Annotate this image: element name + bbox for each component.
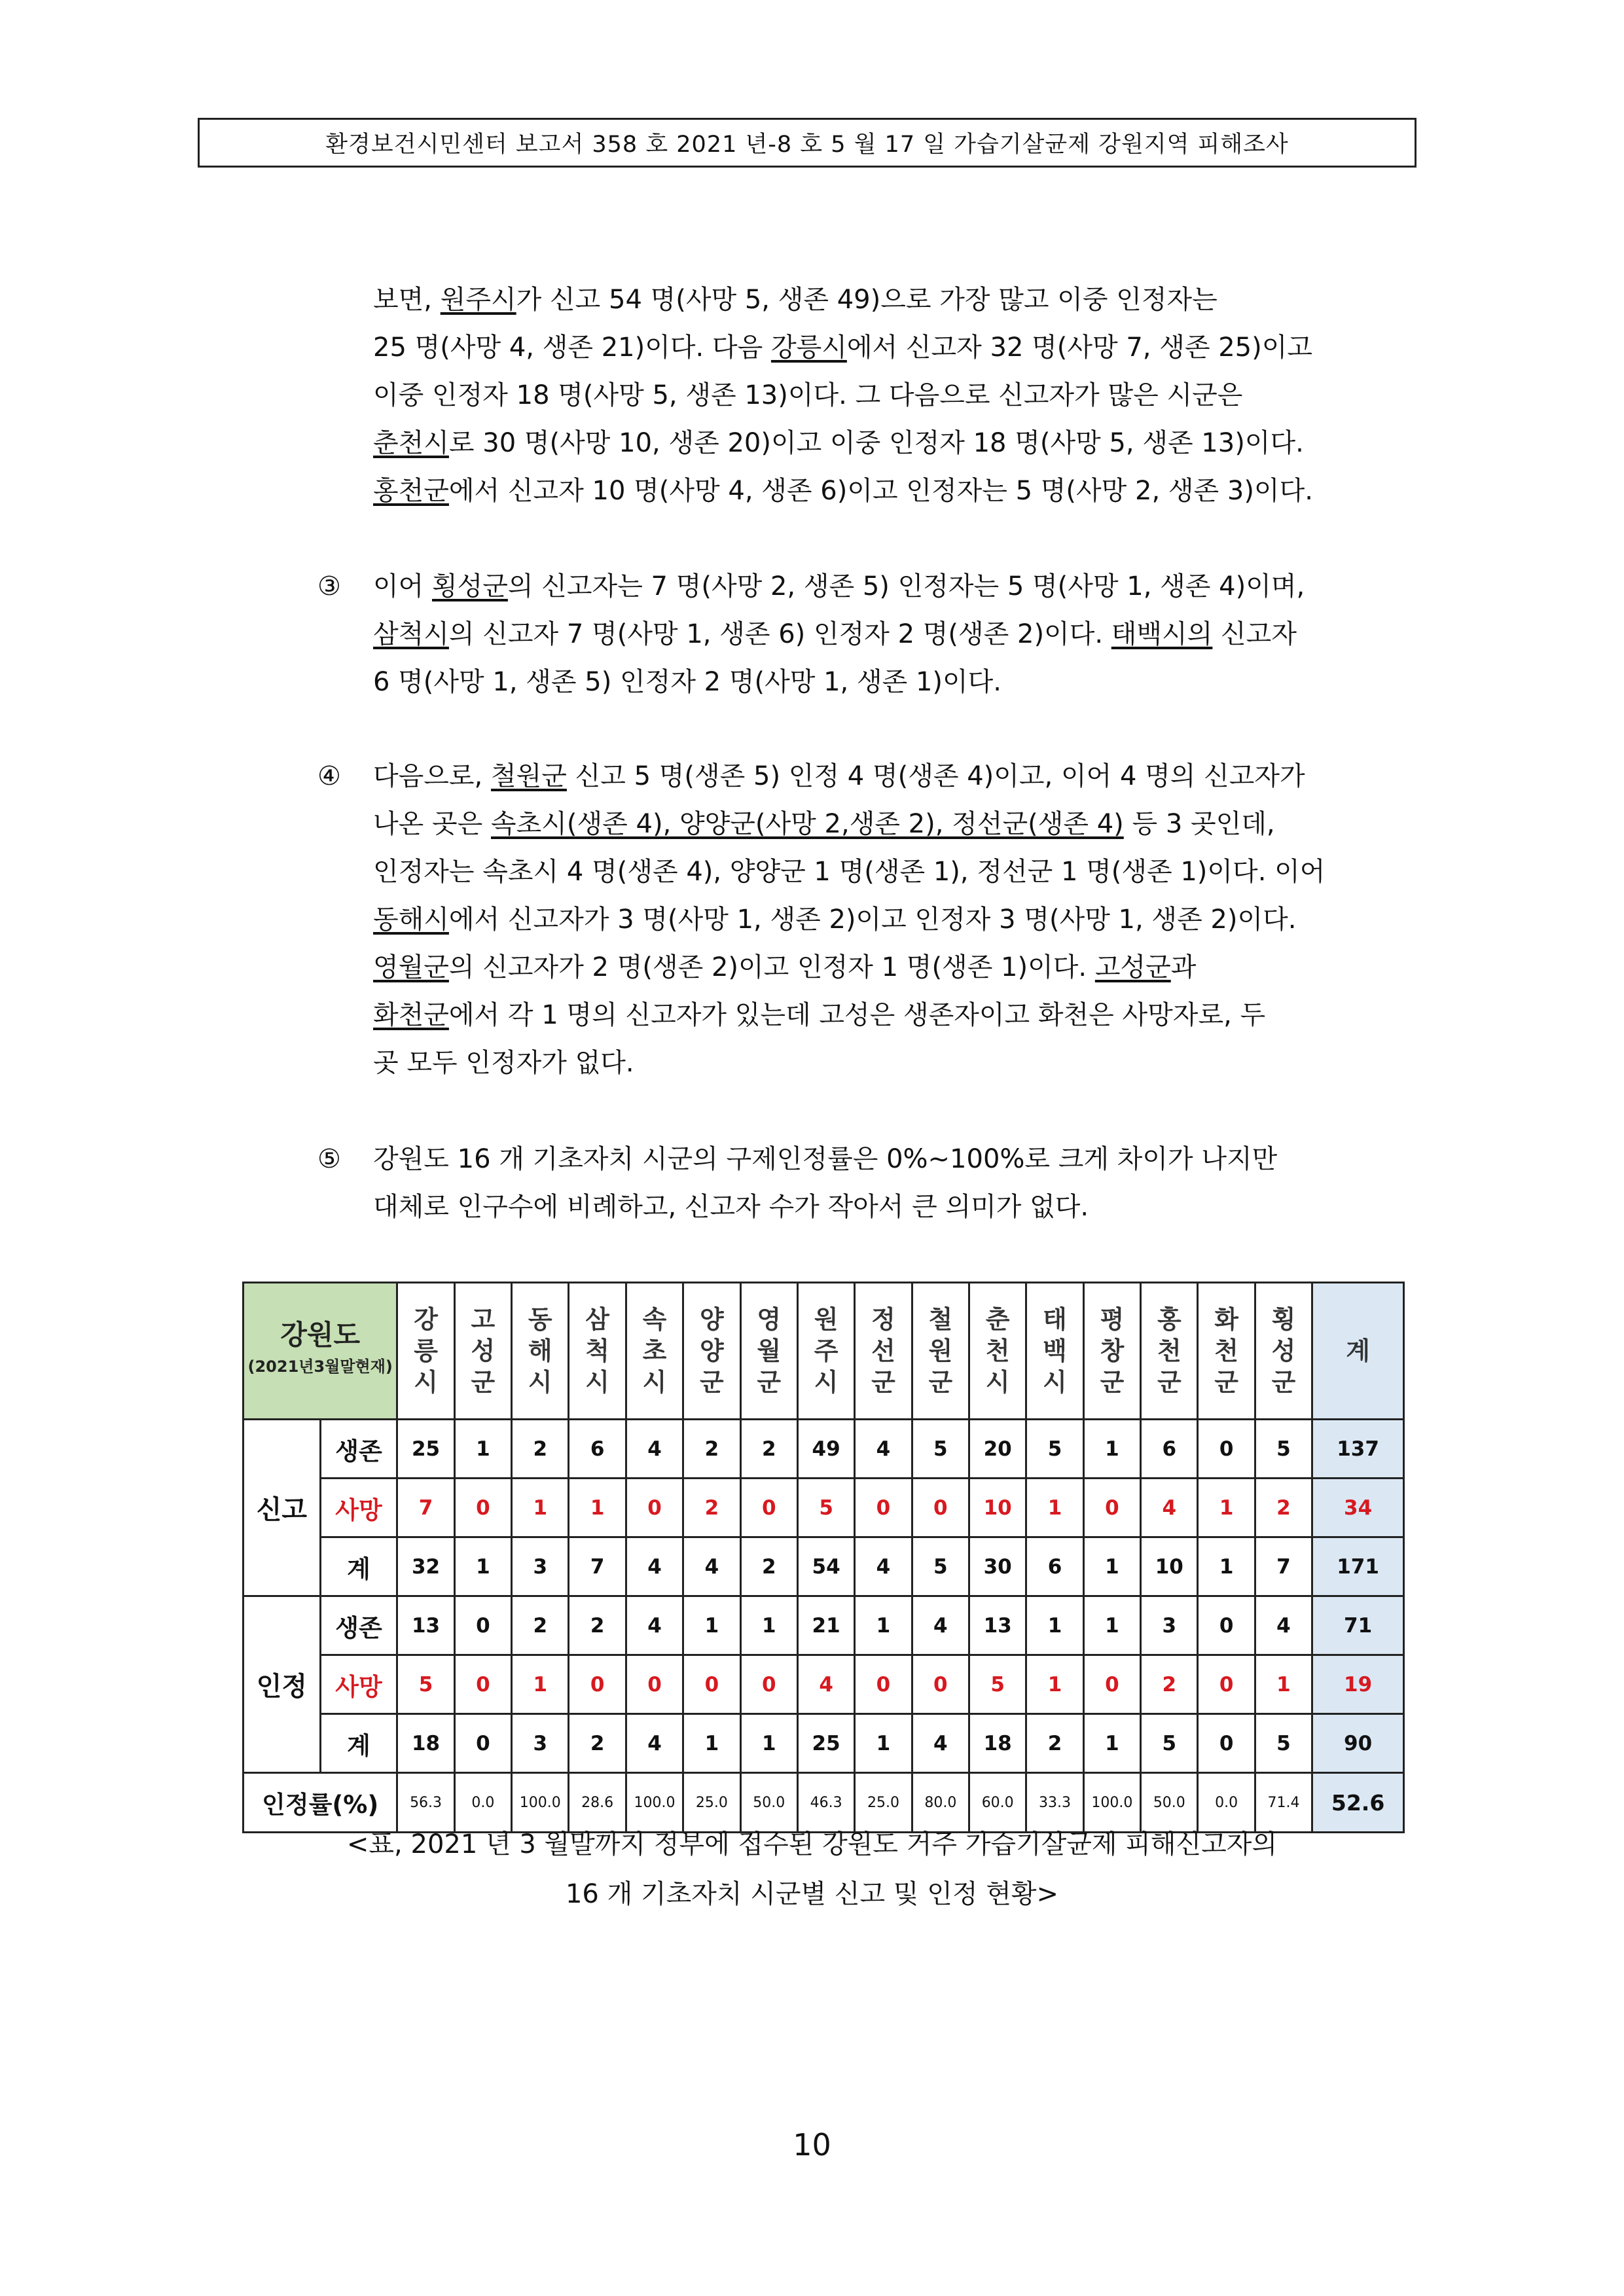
row-label-dead: 사망: [320, 1479, 397, 1537]
table-cell: 56.3: [397, 1773, 454, 1833]
table-cell: 21: [797, 1596, 854, 1655]
table-cell: 6: [569, 1420, 626, 1479]
column-header-text: 철 원 군: [928, 1305, 953, 1397]
column-header-text: 화 천 군: [1214, 1305, 1238, 1397]
text-line: 삼척시의 신고자 7 명(사망 1, 생존 6) 인정자 2 명(생존 2)이다. 태백시의 신고자: [373, 619, 1297, 649]
table-cell: 100.0: [512, 1773, 569, 1833]
underlined-place: 횡성군: [432, 571, 508, 601]
underlined-place: 철원군: [491, 761, 567, 791]
underlined-place: 태백시의: [1111, 619, 1213, 649]
table-cell: 4: [626, 1596, 683, 1655]
column-header-text: 강 릉 시: [414, 1305, 438, 1397]
table-cell: 0: [683, 1655, 740, 1714]
paragraph-number: ③: [317, 571, 341, 601]
column-header-text: 영 월 군: [757, 1305, 782, 1397]
table-corner-cell: [244, 1283, 397, 1420]
table-cell: 0: [855, 1655, 912, 1714]
table-cell: 7: [569, 1537, 626, 1596]
column-header: [683, 1283, 740, 1420]
column-header: [969, 1283, 1026, 1420]
table-row: [244, 1537, 1404, 1596]
table-caption-line-2: 16 개 기초자치 시군별 신고 및 인정 현황>: [565, 1879, 1059, 1909]
table-cell: 0: [1083, 1479, 1140, 1537]
table-cell: 1: [1026, 1479, 1083, 1537]
column-header: [569, 1283, 626, 1420]
table-cell: 0: [454, 1655, 511, 1714]
column-header-text: 평 창 군: [1100, 1305, 1125, 1397]
table-cell: 13: [969, 1596, 1026, 1655]
table-cell: 1: [1083, 1420, 1140, 1479]
table-cell: 0: [855, 1479, 912, 1537]
table-cell: 71.4: [1255, 1773, 1312, 1833]
table-cell: 33.3: [1026, 1773, 1083, 1833]
table-cell: 25.0: [683, 1773, 740, 1833]
table-cell: 19: [1312, 1655, 1404, 1714]
row-label-sum: 계: [320, 1537, 397, 1596]
table-cell: 6: [1026, 1537, 1083, 1596]
table-cell: 1: [683, 1596, 740, 1655]
table-row: [244, 1655, 1404, 1714]
row-label-rate: 인정률(%): [244, 1773, 397, 1833]
text-line: 홍천군에서 신고자 10 명(사망 4, 생존 6)이고 인정자는 5 명(사망 2, 생존 3)이다.: [373, 476, 1313, 506]
text-line: 대체로 인구수에 비례하고, 신고자 수가 작아서 큰 의미가 없다.: [373, 1192, 1089, 1222]
column-header: [512, 1283, 569, 1420]
table-cell: 137: [1312, 1420, 1404, 1479]
underlined-place: 춘천시: [373, 428, 449, 458]
table-cell: 34: [1312, 1479, 1404, 1537]
row-label-alive: 생존: [320, 1420, 397, 1479]
paragraph-number: ⑤: [317, 1144, 341, 1174]
table-cell: 2: [1026, 1714, 1083, 1773]
table-cell: 1: [454, 1420, 511, 1479]
table-cell: 3: [512, 1714, 569, 1773]
table-cell: 1: [1026, 1655, 1083, 1714]
table-cell: 25.0: [855, 1773, 912, 1833]
table-cell: 2: [683, 1479, 740, 1537]
group-label-recognized: 인정: [244, 1596, 321, 1773]
table-cell: 90: [1312, 1714, 1404, 1773]
table-row: [244, 1714, 1404, 1773]
table-cell: 1: [740, 1714, 797, 1773]
table-cell: 0: [1083, 1655, 1140, 1714]
table-cell: 0: [454, 1479, 511, 1537]
table-cell: 4: [797, 1655, 854, 1714]
table-cell: 25: [797, 1714, 854, 1773]
text-line: 25 명(사망 4, 생존 21)이다. 다음 강릉시에서 신고자 32 명(사망 7, 생존 25)이고: [373, 332, 1312, 363]
column-header-text: 동 해 시: [528, 1305, 552, 1397]
table-cell: 2: [569, 1714, 626, 1773]
table-cell: 0.0: [1198, 1773, 1255, 1833]
underlined-place: 고성군: [1094, 952, 1171, 982]
table-cell: 1: [1083, 1537, 1140, 1596]
table-cell: 0: [1198, 1655, 1255, 1714]
table-cell: 7: [397, 1479, 454, 1537]
table-cell: 4: [855, 1537, 912, 1596]
table-cell: 7: [1255, 1537, 1312, 1596]
table-caption-line-1: <표, 2021 년 3 월말까지 정부에 접수된 강원도 거주 가습기살균제 피해신고자의: [346, 1829, 1278, 1859]
table-cell: 3: [512, 1537, 569, 1596]
text-line: 이중 인정자 18 명(사망 5, 생존 13)이다. 그 다음으로 신고자가 많은 시군은: [373, 380, 1243, 410]
table-cell: 1: [1198, 1479, 1255, 1537]
column-header: [397, 1283, 454, 1420]
paragraph-5: [373, 1136, 1394, 1231]
table-cell: 0: [626, 1655, 683, 1714]
table-cell: 13: [397, 1596, 454, 1655]
table-row: [244, 1420, 1404, 1479]
column-header-text: 태 백 시: [1043, 1305, 1067, 1397]
text-line: 곳 모두 인정자가 없다.: [373, 1048, 634, 1078]
underlined-place: 강릉시: [770, 332, 847, 363]
text-line: 화천군에서 각 1 명의 신고자가 있는데 고성은 생존자이고 화천은 사망자로, 두: [373, 1000, 1266, 1030]
column-header: [912, 1283, 969, 1420]
table-cell: 60.0: [969, 1773, 1026, 1833]
table-cell: 0: [740, 1655, 797, 1714]
underlined-place: 화천군: [373, 1000, 449, 1030]
column-header: [740, 1283, 797, 1420]
underlined-place: 원주시: [440, 285, 516, 315]
table-cell: 71: [1312, 1596, 1404, 1655]
table-cell: 1: [512, 1655, 569, 1714]
table-cell: 20: [969, 1420, 1026, 1479]
table-row: [244, 1596, 1404, 1655]
table-cell: 2: [569, 1596, 626, 1655]
table-cell: 1: [740, 1596, 797, 1655]
underlined-place: 삼척시: [373, 619, 449, 649]
report-header: [198, 118, 1416, 168]
underlined-place: 속초시(생존 4), 양양군(사망 2,생존 2), 정선군(생존 4): [491, 809, 1124, 839]
table-cell: 32: [397, 1537, 454, 1596]
column-header-text: 홍 천 군: [1157, 1305, 1182, 1397]
column-header-text: 원 주 시: [814, 1305, 839, 1397]
column-header-text: 속 초 시: [642, 1305, 667, 1397]
table-cell: 25: [397, 1420, 454, 1479]
text-line: 보면, 원주시가 신고 54 명(사망 5, 생존 49)으로 가장 많고 이중 인정자는: [373, 285, 1218, 315]
table-cell: 52.6: [1312, 1773, 1404, 1833]
table-cell: 2: [512, 1420, 569, 1479]
table-cell: 0: [626, 1479, 683, 1537]
table-cell: 100.0: [626, 1773, 683, 1833]
text-line: 6 명(사망 1, 생존 5) 인정자 2 명(사망 1, 생존 1)이다.: [373, 667, 1002, 697]
text-line: 이어 횡성군의 신고자는 7 명(사망 2, 생존 5) 인정자는 5 명(사망 1, 생존 4)이며,: [373, 571, 1305, 601]
text-line: 동해시에서 신고자가 3 명(사망 1, 생존 2)이고 인정자 3 명(사망 1, 생존 2)이다.: [373, 905, 1297, 935]
column-header: [1141, 1283, 1198, 1420]
underlined-place: 동해시: [373, 905, 449, 935]
table-cell: 1: [683, 1714, 740, 1773]
table-cell: 50.0: [740, 1773, 797, 1833]
underlined-place: 홍천군: [373, 476, 449, 506]
table-corner-subtitle: (2021년3월말현재): [247, 1357, 393, 1376]
text-line: 다음으로, 철원군 신고 5 명(생존 5) 인정 4 명(생존 4)이고, 이어 4 명의 신고자가: [373, 761, 1305, 791]
table-cell: 0: [569, 1655, 626, 1714]
table-cell: 80.0: [912, 1773, 969, 1833]
table-row: [244, 1479, 1404, 1537]
group-label-report: 신고: [244, 1420, 321, 1596]
table-cell: 0: [912, 1479, 969, 1537]
table-cell: 1: [1083, 1714, 1140, 1773]
table-cell: 1: [1083, 1596, 1140, 1655]
table-cell: 5: [1141, 1714, 1198, 1773]
column-header: [855, 1283, 912, 1420]
table-cell: 10: [1141, 1537, 1198, 1596]
table-cell: 5: [1255, 1714, 1312, 1773]
table-cell: 4: [912, 1596, 969, 1655]
paragraph-4: [373, 753, 1394, 1087]
table-cell: 5: [912, 1420, 969, 1479]
table-corner-title: 강원도: [280, 1319, 361, 1351]
column-header: [454, 1283, 511, 1420]
table-cell: 4: [1255, 1596, 1312, 1655]
table-cell: 0: [1198, 1420, 1255, 1479]
table-cell: 1: [1198, 1537, 1255, 1596]
table-cell: 2: [740, 1537, 797, 1596]
column-header-text: 횡 성 군: [1271, 1305, 1296, 1397]
table-cell: 50.0: [1141, 1773, 1198, 1833]
text-line: 강원도 16 개 기초자치 시군의 구제인정률은 0%~100%로 크게 차이가 나지만: [373, 1144, 1278, 1174]
row-label-alive: 생존: [320, 1596, 397, 1655]
row-label-sum: 계: [320, 1714, 397, 1773]
table-cell: 4: [912, 1714, 969, 1773]
table-cell: 0: [1198, 1714, 1255, 1773]
column-header: [1255, 1283, 1312, 1420]
text-line: 춘천시로 30 명(사망 10, 생존 20)이고 이중 인정자 18 명(사망 5, 생존 13)이다.: [373, 428, 1304, 458]
column-header: [797, 1283, 854, 1420]
table-cell: 2: [683, 1420, 740, 1479]
column-header-text: 삼 척 시: [585, 1305, 609, 1397]
table-cell: 0: [1198, 1596, 1255, 1655]
table-cell: 4: [626, 1537, 683, 1596]
paragraph-continuation: [373, 276, 1394, 515]
table-cell: 18: [969, 1714, 1026, 1773]
table-cell: 49: [797, 1420, 854, 1479]
table-cell: 1: [512, 1479, 569, 1537]
paragraph-number: ④: [317, 761, 341, 791]
table-cell: 2: [740, 1420, 797, 1479]
table-cell: 18: [397, 1714, 454, 1773]
text-line: 인정자는 속초시 4 명(생존 4), 양양군 1 명(생존 1), 정선군 1 명(생존 1)이다. 이어: [373, 857, 1326, 887]
column-header: [1026, 1283, 1083, 1420]
table-cell: 0: [912, 1655, 969, 1714]
table-cell: 46.3: [797, 1773, 854, 1833]
table-cell: 54: [797, 1537, 854, 1596]
table-cell: 4: [1141, 1479, 1198, 1537]
column-header-text: 고 성 군: [471, 1305, 496, 1397]
column-header: [626, 1283, 683, 1420]
table-cell: 4: [683, 1537, 740, 1596]
report-header-text: 환경보건시민센터 보고서 358 호 2021 년-8 호 5 월 17 일 가습기살균제 강원지역 피해조사: [325, 132, 1289, 158]
table-cell: 10: [969, 1479, 1026, 1537]
gangwon-damage-table: [242, 1282, 1405, 1833]
page-number: 10: [793, 2127, 831, 2162]
column-header-text: 춘 천 시: [985, 1305, 1010, 1397]
table-cell: 2: [1255, 1479, 1312, 1537]
table-cell: 0.0: [454, 1773, 511, 1833]
table-cell: 1: [855, 1714, 912, 1773]
column-header-total: 계: [1312, 1283, 1404, 1420]
table-cell: 4: [855, 1420, 912, 1479]
table-cell: 5: [397, 1655, 454, 1714]
table-cell: 5: [969, 1655, 1026, 1714]
table-cell: 1: [454, 1537, 511, 1596]
table-cell: 100.0: [1083, 1773, 1140, 1833]
column-header: [1083, 1283, 1140, 1420]
table-cell: 5: [1255, 1420, 1312, 1479]
table-cell: 1: [1026, 1596, 1083, 1655]
text-line: 영월군의 신고자가 2 명(생존 2)이고 인정자 1 명(생존 1)이다. 고성군과: [373, 952, 1197, 982]
underlined-place: 영월군: [373, 952, 449, 982]
row-label-dead: 사망: [320, 1655, 397, 1714]
column-header-text: 정 선 군: [871, 1305, 895, 1397]
table-cell: 171: [1312, 1537, 1404, 1596]
table-cell: 0: [454, 1596, 511, 1655]
table-cell: 4: [626, 1714, 683, 1773]
column-header: [1198, 1283, 1255, 1420]
column-header-text: 양 양 군: [700, 1305, 724, 1397]
table-cell: 5: [1026, 1420, 1083, 1479]
table-cell: 5: [797, 1479, 854, 1537]
table-header-row: [244, 1283, 1404, 1420]
table-cell: 4: [626, 1420, 683, 1479]
table-cell: 1: [1255, 1655, 1312, 1714]
table-cell: 0: [454, 1714, 511, 1773]
table-cell: 0: [740, 1479, 797, 1537]
table-cell: 1: [569, 1479, 626, 1537]
text-line: 나온 곳은 속초시(생존 4), 양양군(사망 2,생존 2), 정선군(생존 4) 등 3 곳인데,: [373, 809, 1275, 839]
paragraph-3: [373, 563, 1394, 706]
table-cell: 28.6: [569, 1773, 626, 1833]
table-cell: 6: [1141, 1420, 1198, 1479]
table-cell: 3: [1141, 1596, 1198, 1655]
table-cell: 1: [855, 1596, 912, 1655]
table-cell: 2: [1141, 1655, 1198, 1714]
table-cell: 5: [912, 1537, 969, 1596]
table-cell: 30: [969, 1537, 1026, 1596]
table-cell: 2: [512, 1596, 569, 1655]
